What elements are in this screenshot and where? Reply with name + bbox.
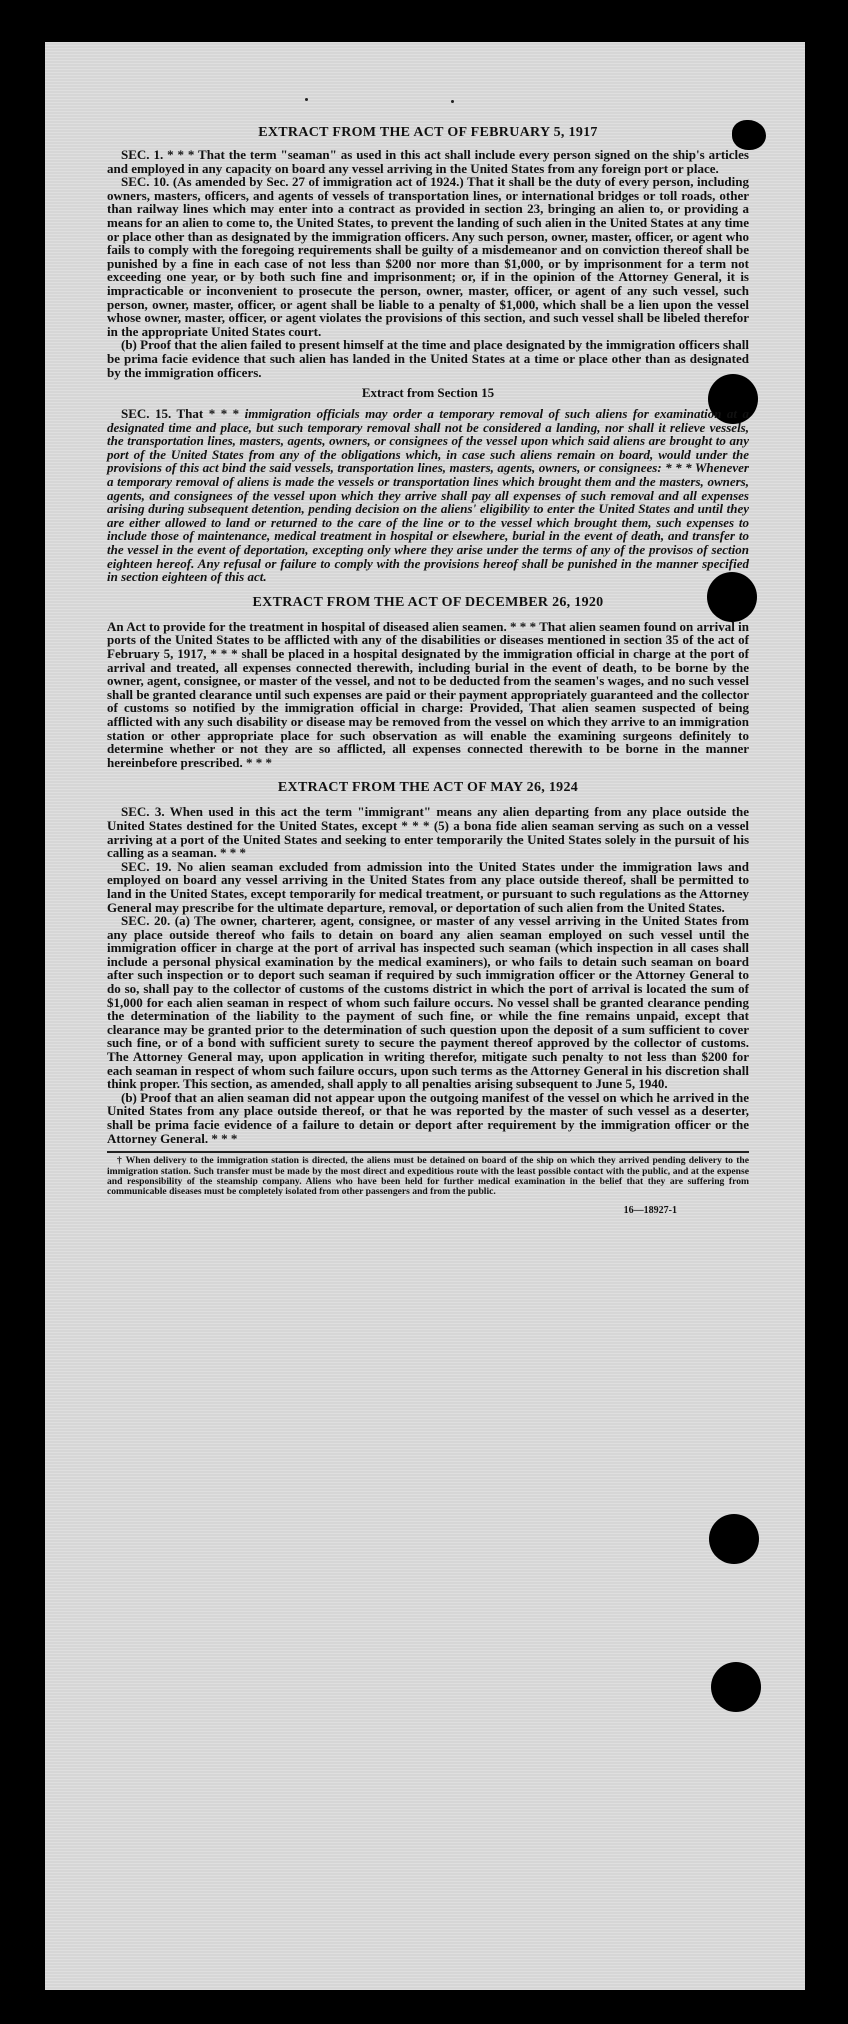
- sec-15-lead: SEC. 15. That * * *: [121, 406, 240, 422]
- paragraph-sec-19: SEC. 19. No alien seaman excluded from admission into the United States under the immigration laws and employed on board any vessel arriving in the United States from any place outside thereof, shall be permitted to land in the United States, except temporarily for medical treatment, or pursuant to such regulations as the Attorney General may prescribe for the ultimate departure, removal, or deportation of such alien from the United States.: [107, 858, 749, 915]
- paragraph-sec-10: SEC. 10. (As amended by Sec. 27 of immigration act of 1924.) That it shall be the duty of every person, including owners, masters, officers, and agents of vessels of transportation lines, or international bridges or toll roads, other than railway lines which may enter into a contract as provided in section 23, bringing an alien to, or providing a means for an alien to come to, the United States, to prevent the landing of such alien in the United States at any time or place other than as designated by the immigration officers. Any such person, owner, master, officer, or agent who fails to comply with the foregoing requirements shall be guilty of a misdemeanor and on conviction thereof shall be punished by a fine in each case of not less than $200 nor more than $1,000, or by imprisonment for a term not exceeding one year, or by both such fine and imprisonment; or, if in the opinion of the Attorney General, it is impracticable or inconvenient to prosecute the person, owner, master, officer, or agent of any such vessel, such person, owner, master, officer, or agent shall be liable to a penalty of $1,000, which shall be a lien upon the vessel whose owner, master, officer, or agent violates the provisions of this section, and such vessel shall be libeled therefor in the appropriate United States court.: [107, 174, 749, 339]
- footnote-divider: [107, 1151, 749, 1153]
- section-title-1917: EXTRACT FROM THE ACT OF FEBRUARY 5, 1917: [258, 125, 598, 140]
- sec-15-italic: immigration officials may order a temporary removal of such aliens for examination at a designated time and place, but such temporary removal shall not be considered a landing, nor shall it relieve vessels, the transportation lines, masters, agents, owners, or consignees of the vessel upon which said aliens are brought to any port of the United States from any of the obligations which, in case such aliens remain on board, would under the provisions of this act bind the said vessels, transportation lines, masters, agents, owners, or consignees: * * * Whenever a temporary removal of aliens is made the vessels or transportation lines which brought them and the masters, owners, agents, and consignees of the vessel upon which they arrive shall pay all expenses of such removal and all expenses arising during subsequent detention, pending decision on the aliens' eligibility to enter the United States and until they are either allowed to land or returned to the care of the line or to the vessel which brought them, such expenses to include those of maintenance, medical treatment in hospital or elsewhere, burial in the event of death, and transfer to the vessel in the event of deportation, excepting only where they arise under the terms of any of the provisos of section eighteen hereof. Any refusal or failure to comply with the provisions hereof shall be punished in the manner specified in section eighteen of this act.: [107, 406, 749, 585]
- paragraph-sec-10b: (b) Proof that the alien failed to present himself at the time and place designated by the immigration officers shall be prima facie evidence that such alien has landed in the United States at a time or place other than as designated by the immigration officers.: [107, 337, 749, 380]
- punch-hole: [711, 1662, 761, 1712]
- paragraph-sec-20b: (b) Proof that an alien seaman did not appear upon the outgoing manifest of the vessel on which he arrived in the United States from any place outside thereof, or that he was reported by the master of such vessel as a deserter, shall be prima facie evidence of a failure to detain or deport after requirement by the immigration officer or the Attorney General. * * *: [107, 1089, 749, 1146]
- form-code: 16—18927-1: [623, 1204, 677, 1216]
- document-body: [107, 124, 749, 1217]
- footnote: † When delivery to the immigration station is directed, the aliens must be detained on board of the ship on which they arrived pending delivery to the immigration station. Such transfer must be made by the most direct and expeditious route with the least possible contact with the public, and at the expense and responsibility of the steamship company. Aliens who have been held for further medical examination in the belief that they are suffering from communicable diseases must be completely isolated from other passengers and from the public.: [107, 1155, 749, 1198]
- speck: [451, 100, 454, 103]
- section-title-1924: EXTRACT FROM THE ACT OF MAY 26, 1924: [277, 780, 579, 796]
- paragraph-sec-15: [107, 407, 749, 584]
- section-title-1920: EXTRACT FROM THE ACT OF DECEMBER 26, 1920: [252, 594, 604, 610]
- paragraph-sec-20a: SEC. 20. (a) The owner, charterer, agent, consignee, or master of any vessel arriving in the United States from any place outside thereof who fails to detain on board any alien seaman employed on such vessel until the immigration officer in charge at the port of arrival has inspected such seaman (which inspection in all cases shall include a personal physical examination by the medical examiners), or who fails to detain such seaman on board after such inspection or to deport such seaman if required by such immigration officer or the Attorney General to do so, shall pay to the collector of customs of the customs district in which the port of arrival is located the sum of $1,000 for each alien seaman in respect of whom such failure occurs. No vessel shall be granted clearance pending the determination of the liability to the payment of such fine, or while the fine remains unpaid, except that clearance may be granted prior to the determination of such question upon the deposit of a sum sufficient to cover such fine, or of a bond with sufficient surety to secure the payment thereof approved by the collector of customs. The Attorney General may, upon application in writing therefor, mitigate such penalty to not less than $200 for each seaman in respect of whom such failure occurs, upon such terms as the Attorney General in his discretion shall think proper. This section, as amended, shall apply to all penalties arising subsequent to June 5, 1940.: [107, 913, 749, 1092]
- paragraph-sec-1: SEC. 1. * * * That the term "seaman" as used in this act shall include every person signed on the ship's articles and employed in any capacity on board any vessel arriving in the United States from any foreign port or place.: [107, 147, 749, 176]
- subsection-title-15: Extract from Section 15: [361, 385, 495, 401]
- paragraph-1920: An Act to provide for the treatment in hospital of diseased alien seamen. * * * That alien seamen found on arrival in ports of the United States to be afflicted with any of the disabilities or diseases mentioned in section 35 of the act of February 5, 1917, * * * shall be placed in a hospital designated by the immigration official in charge at the port of arrival and treated, all expenses connected therewith, including burial in the event of death, to be borne by the owner, agent, consignee, or master of the vessel, and not to be deducted from the seamen's wages, and no such vessel shall be granted clearance until such expenses are paid or their payment appropriately guaranteed and the collector of customs so notified by the immigration official in charge: Provided, That alien seamen suspected of being afflicted with any such disability or disease may be removed from the vessel on which they arrive to an immigration station or other appropriate place for such observation as will enable the examining surgeons definitely to determine whether or not they are so afflicted, all expenses connected therewith to be borne in the manner hereinbefore prescribed. * * *: [107, 618, 749, 770]
- document-page: [45, 42, 805, 1990]
- punch-hole: [709, 1514, 759, 1564]
- paragraph-sec-3: SEC. 3. When used in this act the term "immigrant" means any alien departing from any place outside the United States destined for the United States, except * * * (5) a bona fide alien seaman serving as such on a vessel arriving at a port of the United States and seeking to enter temporarily the United States solely in the pursuit of his calling as a seaman. * * *: [107, 804, 749, 861]
- speck: [305, 98, 308, 101]
